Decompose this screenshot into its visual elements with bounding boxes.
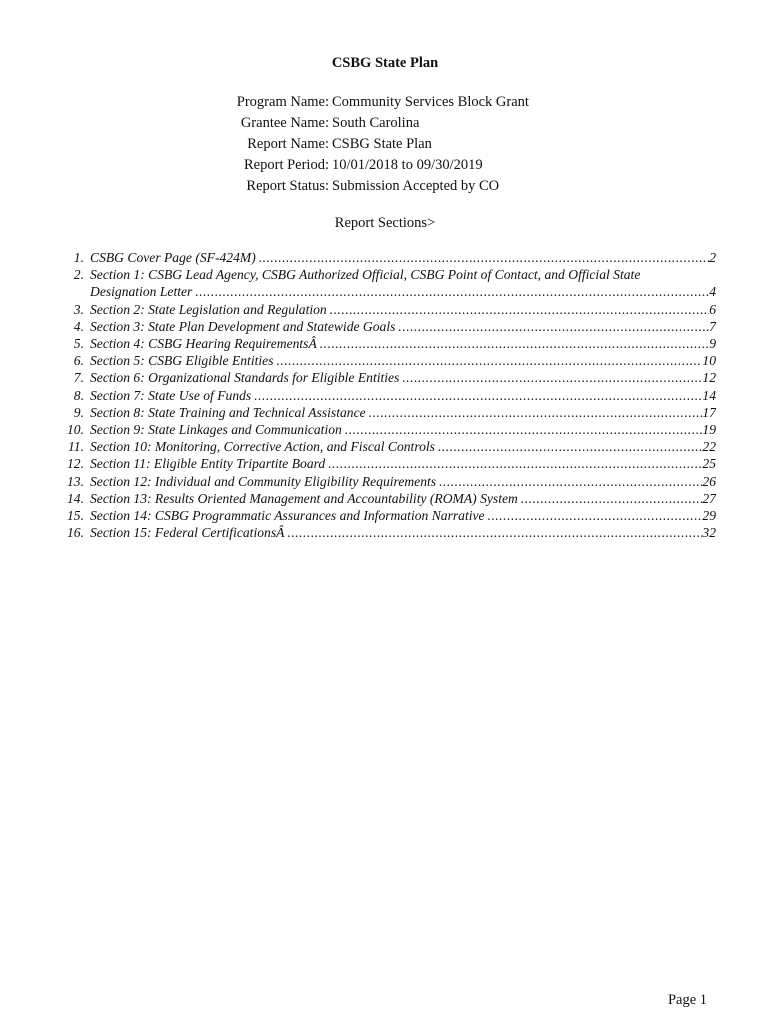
toc-entry[interactable]: [0, 369, 770, 386]
toc-entry-page: 27: [702, 490, 716, 506]
toc-entry-title: Section 11: Eligible Entity Tripartite Board: [90, 456, 326, 472]
toc-entry[interactable]: [0, 266, 770, 300]
toc-entry-number: 10.: [67, 422, 84, 438]
toc-leader-dots: [395, 318, 709, 335]
toc-entry-body: [90, 318, 716, 335]
toc-entry-title-line: Section 1: CSBG Lead Agency, CSBG Authorized Official, CSBG Point of Contact, and Official State: [90, 267, 641, 283]
toc-entry-page: 26: [702, 473, 716, 489]
toc-entry-body: [90, 524, 716, 541]
meta-label: Report Status:: [246, 178, 329, 194]
report-metadata: [0, 92, 770, 197]
toc-entry-page: 14: [702, 387, 716, 403]
meta-row: [0, 155, 770, 176]
meta-value: South Carolina: [332, 115, 420, 131]
toc-leader-dots: [485, 507, 703, 524]
toc-entry-page: 22: [702, 439, 716, 455]
toc-entry-number: 6.: [73, 353, 84, 369]
toc-leader-dots: [435, 438, 702, 455]
toc-entry-title: Section 7: State Use of Funds: [90, 387, 252, 403]
meta-value: Submission Accepted by CO: [332, 178, 500, 194]
toc-entry-page: 4: [709, 284, 716, 300]
toc-entry-line: [90, 455, 716, 472]
document-title: CSBG State Plan: [331, 55, 439, 71]
toc-entry-page: 25: [702, 456, 716, 472]
toc-entry-line: [90, 387, 716, 404]
toc-entry[interactable]: [0, 507, 770, 524]
toc-entry[interactable]: [0, 318, 770, 335]
toc-entry-line: [90, 524, 716, 541]
toc-entry[interactable]: [0, 438, 770, 455]
toc-entry-page: 2: [709, 250, 716, 265]
toc-leader-dots: [251, 387, 702, 404]
toc-entry-body: [90, 369, 716, 386]
toc-entry-title: Section 13: Results Oriented Management and Accountability (ROMA) System: [90, 490, 518, 506]
toc-entry-title: Section 4: CSBG Hearing RequirementsÂ: [90, 336, 317, 352]
toc-entry-number: 7.: [73, 370, 84, 386]
toc-leader-dots: [256, 249, 709, 266]
toc-entry-number: 1.: [73, 250, 84, 265]
meta-row: [0, 176, 770, 197]
toc-entry-page: 9: [709, 336, 716, 352]
toc-entry-title: Section 5: CSBG Eligible Entities: [90, 353, 274, 369]
meta-label: Grantee Name:: [240, 115, 329, 131]
toc-entry-number: 14.: [67, 490, 84, 506]
meta-label: Report Period:: [244, 157, 329, 173]
toc-entry-body: [90, 301, 716, 318]
toc-entry-page: 32: [702, 525, 716, 541]
toc-leader-dots: [366, 404, 703, 421]
toc-entry-number: 8.: [73, 387, 84, 403]
sections-heading: Report Sections>: [334, 215, 436, 231]
page-number: Page 1: [667, 992, 707, 1008]
toc-entry[interactable]: [0, 421, 770, 438]
toc-leader-dots: [399, 369, 702, 386]
toc-entry-line: [90, 301, 716, 318]
meta-value: Community Services Block Grant: [332, 94, 529, 110]
toc-entry-line: [90, 283, 716, 300]
meta-value: 10/01/2018 to 09/30/2019: [332, 157, 483, 173]
toc-entry-page: 10: [702, 353, 716, 369]
toc-entry-title: Designation Letter: [90, 284, 193, 300]
toc-entry-body: [90, 507, 716, 524]
toc-entry-title: Section 6: Organizational Standards for Eligible Entities: [90, 370, 400, 386]
toc-entry-title: Section 8: State Training and Technical Assistance: [90, 404, 366, 420]
toc-entry-page: 12: [702, 370, 716, 386]
toc-entry-line: [90, 473, 716, 490]
meta-value: CSBG State Plan: [332, 136, 432, 152]
meta-label: Report Name:: [247, 136, 329, 152]
toc-entry-title: Section 9: State Linkages and Communication: [90, 422, 342, 438]
toc-entry-number: 3.: [73, 301, 84, 317]
toc-leader-dots: [317, 335, 709, 352]
toc-entry-line: [90, 507, 716, 524]
toc-entry-title: Section 12: Individual and Community Eligibility Requirements: [90, 473, 437, 489]
toc-entry[interactable]: [0, 352, 770, 369]
toc-leader-dots: [436, 473, 702, 490]
toc-entry-title: Section 10: Monitoring, Corrective Action, and Fiscal Controls: [90, 439, 435, 455]
toc-entry-line: [90, 369, 716, 386]
toc-entry-body: [90, 490, 716, 507]
toc-leader-dots: [342, 421, 703, 438]
toc-entry-body: [90, 352, 716, 369]
toc-entry-body: [90, 473, 716, 490]
meta-row: [0, 134, 770, 155]
toc-entry-line: [90, 421, 716, 438]
toc-entry-body: [90, 421, 716, 438]
toc-entry[interactable]: [0, 455, 770, 472]
toc-entry[interactable]: [0, 404, 770, 421]
toc-entry-title: CSBG Cover Page (SF-424M): [90, 250, 256, 265]
toc-entry-title: Section 2: State Legislation and Regulation: [90, 301, 327, 317]
toc-entry-number: 13.: [67, 473, 84, 489]
meta-row: [0, 92, 770, 113]
toc-entry-body: [90, 266, 716, 300]
toc-entry-number: 16.: [67, 525, 84, 541]
toc-entry-page: 6: [709, 301, 716, 317]
toc-entry-line: [90, 438, 716, 455]
toc-entry-page: 29: [702, 508, 716, 524]
toc-entry-body: [90, 335, 716, 352]
toc-entry-page: 19: [702, 422, 716, 438]
toc-entry-page: 7: [709, 318, 716, 334]
table-of-contents: [0, 249, 770, 541]
toc-entry-number: 2.: [73, 267, 84, 283]
toc-entry-title: Section 14: CSBG Programmatic Assurances and Information Narrative: [90, 508, 485, 524]
toc-entry-line: [90, 249, 716, 266]
toc-entry[interactable]: [0, 524, 770, 541]
toc-entry-title: Section 15: Federal CertificationsÂ: [90, 525, 285, 541]
toc-entry-line: [90, 318, 716, 335]
toc-entry-body: [90, 455, 716, 472]
toc-entry-body: [90, 249, 716, 266]
toc-entry[interactable]: [0, 490, 770, 507]
toc-leader-dots: [284, 524, 702, 541]
toc-entry[interactable]: [0, 473, 770, 490]
toc-entry-line: [90, 490, 716, 507]
toc-entry[interactable]: [0, 387, 770, 404]
toc-entry-line: [90, 352, 716, 369]
toc-entry-title: Section 3: State Plan Development and Statewide Goals: [90, 318, 396, 334]
toc-leader-dots: [518, 490, 703, 507]
toc-leader-dots: [325, 455, 702, 472]
toc-entry-number: 12.: [67, 456, 84, 472]
toc-entry-line: [90, 335, 716, 352]
toc-entry-number: 5.: [73, 336, 84, 352]
toc-entry-number: 4.: [73, 318, 84, 334]
toc-entry-number: 15.: [67, 508, 84, 524]
meta-row: [0, 113, 770, 134]
toc-entry-body: [90, 387, 716, 404]
toc-entry-page: 17: [702, 404, 716, 420]
toc-leader-dots: [192, 283, 709, 300]
toc-entry[interactable]: [0, 301, 770, 318]
toc-entry-number: 11.: [68, 439, 84, 455]
toc-entry-body: [90, 438, 716, 455]
toc-entry[interactable]: [0, 335, 770, 352]
toc-leader-dots: [273, 352, 702, 369]
toc-entry[interactable]: [0, 249, 770, 266]
toc-entry-body: [90, 404, 716, 421]
toc-leader-dots: [327, 301, 709, 318]
meta-label: Program Name:: [236, 94, 329, 110]
toc-entry-number: 9.: [73, 404, 84, 420]
toc-entry-line: [90, 404, 716, 421]
